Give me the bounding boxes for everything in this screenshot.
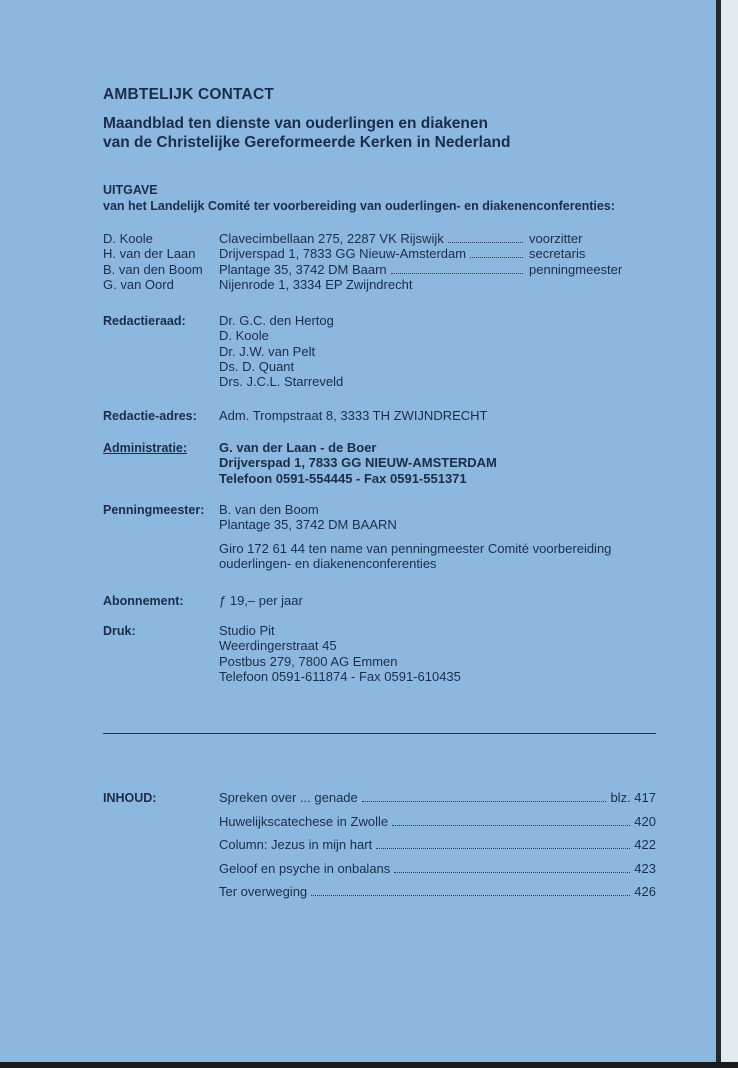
inhoud-label: INHOUD: <box>103 791 157 805</box>
toc-page: 426 <box>634 884 656 900</box>
redactieraad-members <box>219 313 679 389</box>
toc-page: blz. 417 <box>610 790 656 805</box>
committee-address <box>219 262 529 277</box>
penningmeester-label: Penningmeester: <box>103 503 205 517</box>
redactieraad-member: Dr. J.W. van Pelt <box>219 343 316 359</box>
toc-item <box>219 884 656 908</box>
toc-item <box>219 790 656 814</box>
leader-dots <box>394 872 630 873</box>
penningmeester-line: B. van den Boom <box>219 502 319 517</box>
administratie-value <box>219 440 679 486</box>
committee-role: voorzitter <box>529 231 583 246</box>
section-divider <box>103 733 656 734</box>
toc-title: Huwelijkscatechese in Zwolle <box>219 813 389 829</box>
toc-page: 422 <box>634 837 656 853</box>
giro-info <box>219 541 679 572</box>
administratie-line: Telefoon 0591-554445 - Fax 0591-551371 <box>219 470 467 486</box>
toc-item <box>219 861 656 885</box>
administratie-line: Drijverspad 1, 7833 GG NIEUW-AMSTERDAM <box>219 455 497 471</box>
abonnement-value <box>219 593 679 608</box>
table-of-contents <box>219 790 656 908</box>
uitgave-text: van het Landelijk Comité ter voorbereiding van ouderlingen- en diakenenconferenties: <box>103 199 615 213</box>
subtitle-line: Maandblad ten dienste van ouderlingen en diakenen <box>103 115 488 132</box>
redactie-adres-value <box>219 408 679 423</box>
toc-page: 420 <box>634 813 656 829</box>
toc-title: Spreken over ... genade <box>219 790 358 805</box>
leader-dots <box>392 825 630 826</box>
uitgave-section <box>103 182 615 214</box>
giro-line: Giro 172 61 44 ten name van penningmeester Comité voorbereiding <box>219 541 612 556</box>
druk-label: Druk: <box>103 624 136 638</box>
committee-address <box>219 246 529 261</box>
binding-edge <box>716 0 721 1068</box>
toc-title: Geloof en psyche in onbalans <box>219 860 391 876</box>
penningmeester-line: Plantage 35, 3742 DM BAARN <box>219 517 397 533</box>
committee-address <box>219 277 529 292</box>
leader-dots <box>311 895 630 896</box>
administratie-label: Administratie: <box>103 441 188 455</box>
administratie-line: G. van der Laan - de Boer <box>219 440 377 455</box>
toc-item <box>219 814 656 838</box>
page-edge <box>716 0 738 1068</box>
committee-row <box>103 246 663 261</box>
committee-name: D. Koole <box>103 231 153 246</box>
druk-line: Telefoon 0591-611874 - Fax 0591-610435 <box>219 668 461 684</box>
toc-item <box>219 837 656 861</box>
druk-value <box>219 623 679 684</box>
committee-name: G. van Oord <box>103 276 174 292</box>
magazine-title: AMBTELIJK CONTACT <box>103 86 275 103</box>
druk-line: Studio Pit <box>219 623 275 638</box>
redactieraad-member: Ds. D. Quant <box>219 358 295 374</box>
abonnement-text: ƒ 19,– per jaar <box>219 593 303 608</box>
toc-page: 423 <box>634 860 656 876</box>
toc-title: Ter overweging <box>219 884 308 900</box>
committee-row <box>103 231 663 246</box>
penningmeester-value <box>219 502 679 533</box>
magazine-subtitle <box>103 114 510 152</box>
committee-list <box>103 231 663 292</box>
leader-dots <box>362 801 607 802</box>
redactieraad-member: D. Koole <box>219 328 269 344</box>
abonnement-label: Abonnement: <box>103 594 184 608</box>
druk-line: Weerdingerstraat 45 <box>219 638 337 654</box>
committee-address-text: Nijenrode 1, 3334 EP Zwijndrecht <box>219 276 413 292</box>
druk-line: Postbus 279, 7800 AG Emmen <box>219 653 398 669</box>
committee-row <box>103 277 663 292</box>
committee-address <box>219 231 529 246</box>
committee-role: secretaris <box>529 246 586 262</box>
committee-address-text: Drijverspad 1, 7833 GG Nieuw-Amsterdam <box>219 246 467 262</box>
leader-dots <box>448 242 523 243</box>
committee-name: H. van der Laan <box>103 246 196 262</box>
committee-role: penningmeester <box>529 261 623 277</box>
bottom-edge <box>0 1062 738 1068</box>
committee-name: B. van den Boom <box>103 261 203 277</box>
redactieraad-member: Dr. G.C. den Hertog <box>219 313 334 328</box>
uitgave-heading: UITGAVE <box>103 183 158 197</box>
redactieraad-member: Drs. J.C.L. Starreveld <box>219 374 344 390</box>
committee-row <box>103 262 663 277</box>
redactie-adres-text: Adm. Trompstraat 8, 3333 TH ZWIJNDRECHT <box>219 408 488 423</box>
redactieraad-label: Redactieraad: <box>103 314 186 328</box>
giro-line: ouderlingen- en diakenenconferenties <box>219 556 437 572</box>
leader-dots <box>470 257 523 258</box>
leader-dots <box>376 848 630 849</box>
subtitle-line: van de Christelijke Gereformeerde Kerken in Nederland <box>103 134 511 151</box>
committee-address-text: Clavecimbellaan 275, 2287 VK Rijswijk <box>219 231 444 246</box>
redactie-adres-label: Redactie-adres: <box>103 409 197 423</box>
committee-address-text: Plantage 35, 3742 DM Baarn <box>219 261 387 277</box>
leader-dots <box>391 273 523 274</box>
toc-title: Column: Jezus in mijn hart <box>219 837 373 853</box>
